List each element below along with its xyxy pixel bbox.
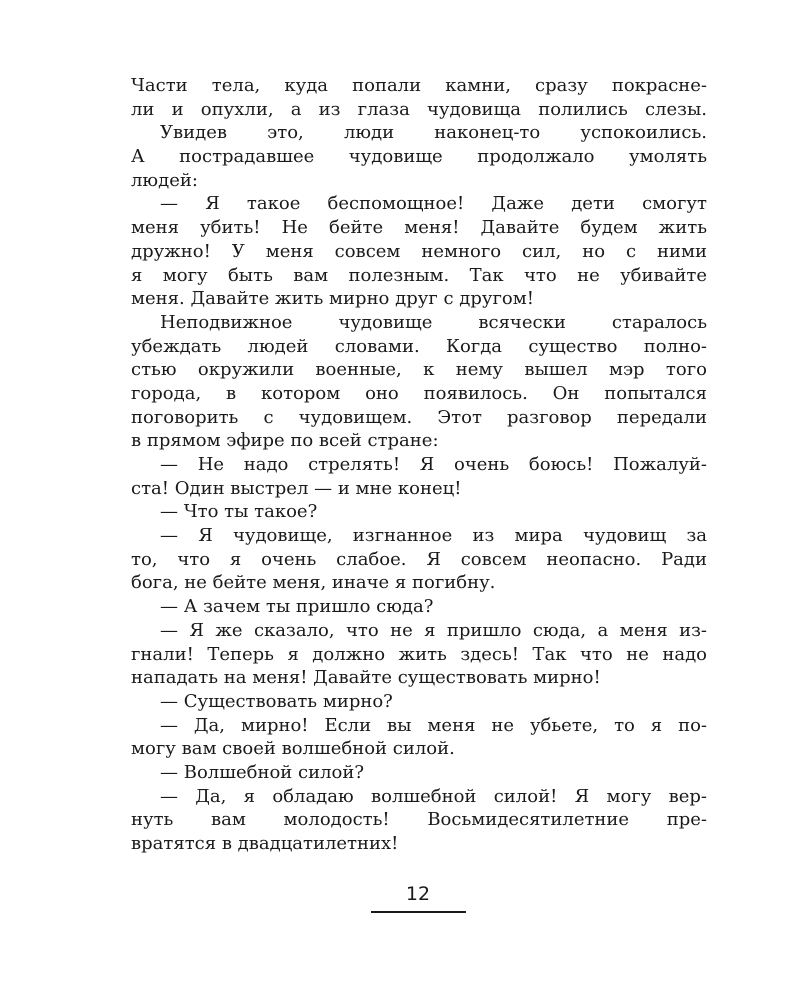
text-line: дружно! У меня совсем немного сил, но с ними <box>131 240 707 262</box>
text-line: вратятся в двадцатилетних! <box>131 833 399 854</box>
text-line: стью окружили военные, к нему вышел мэр того <box>131 359 707 381</box>
text-line: в прямом эфире по всей стране: <box>131 430 439 452</box>
text-line: я могу быть вам полезным. Так что не убивайте <box>131 264 707 286</box>
page-text <box>131 74 707 856</box>
text-line: Увидев это, люди наконец-то успокоились. <box>160 122 707 144</box>
text-line: ста! Один выстрел — и мне конец! <box>131 477 462 499</box>
text-line: гнали! Теперь я должно жить здесь! Так что не надо <box>131 643 707 665</box>
text-line: нуть вам молодость! Восьмидесятилетние пре- <box>131 809 707 831</box>
text-line: А пострадавшее чудовище продолжало умолять <box>131 146 707 168</box>
text-line: — А зачем ты пришло сюда? <box>160 596 434 618</box>
text-line: поговорить с чудовищем. Этот разговор передали <box>131 406 707 428</box>
page-number-rule <box>371 911 466 913</box>
text-line: то, что я очень слабое. Я совсем неопасно. Ради <box>131 548 707 570</box>
text-line: — Я чудовище, изгнанное из мира чудовищ за <box>160 525 707 547</box>
text-line: меня убить! Не бейте меня! Давайте будем жить <box>131 217 707 239</box>
text-line: Неподвижное чудовище всячески старалось <box>160 311 707 333</box>
text-line: нападать на меня! Давайте существовать мирно! <box>131 667 601 689</box>
text-line: могу вам своей волшебной силой. <box>131 738 455 760</box>
text-line: города, в котором оно появилось. Он попытался <box>131 382 707 404</box>
text-line: ли и опухли, а из глаза чудовища полились слезы. <box>131 98 707 120</box>
text-line: — Я же сказало, что не я пришло сюда, а меня из- <box>160 619 707 641</box>
text-line: меня. Давайте жить мирно друг с другом! <box>131 288 534 310</box>
text-line: — Что ты такое? <box>160 501 318 523</box>
text-line: Части тела, куда попали камни, сразу покрасне- <box>131 75 707 96</box>
text-line: — Волшебной силой? <box>160 761 364 783</box>
text-line: — Не надо стрелять! Я очень боюсь! Пожалуй- <box>160 454 707 475</box>
text-line: — Я такое беспомощное! Даже дети смогут <box>160 193 707 215</box>
text-line: убеждать людей словами. Когда существо полно- <box>131 335 707 357</box>
text-line: — Да, мирно! Если вы меня не убьете, то я по- <box>160 714 707 736</box>
page-number: 12 <box>405 883 431 905</box>
text-line: людей: <box>131 169 198 191</box>
text-line: бога, не бейте меня, иначе я погибну. <box>131 572 496 594</box>
text-line: — Да, я обладаю волшебной силой! Я могу вер- <box>160 785 707 807</box>
text-line: — Существовать мирно? <box>160 690 393 712</box>
